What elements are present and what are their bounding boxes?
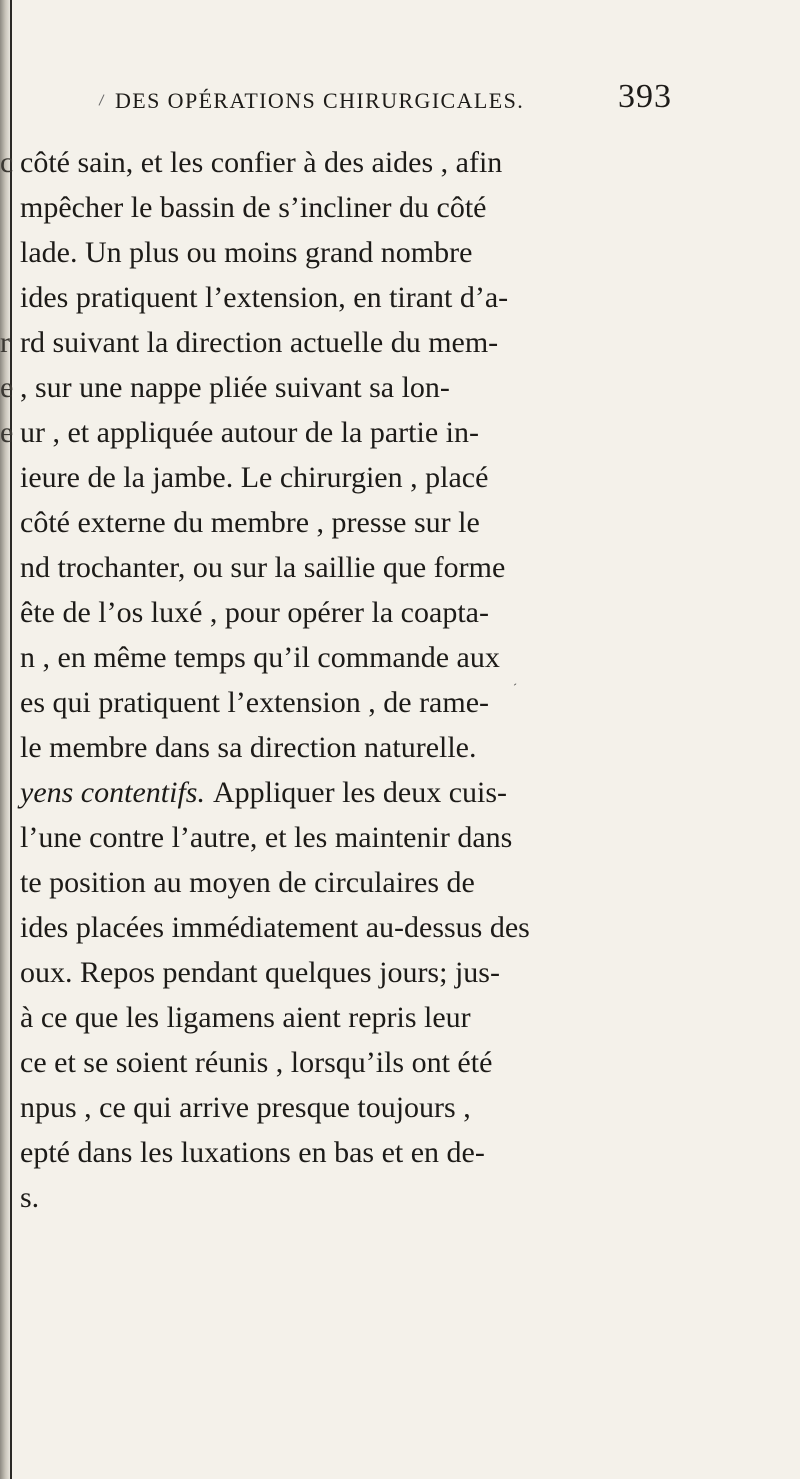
line-text: l’une contre l’autre, et les maintenir dans bbox=[20, 821, 513, 854]
text-line bbox=[0, 547, 800, 589]
text-line bbox=[0, 1132, 800, 1174]
text-line bbox=[0, 232, 800, 274]
line-text: , sur une nappe pliée suivant sa lon- bbox=[20, 371, 450, 404]
line-text: côté sain, et les confier à des aides , afin bbox=[20, 146, 503, 179]
line-fragment: e bbox=[0, 371, 14, 404]
line-fragment: e bbox=[0, 416, 14, 449]
line-text: nd trochanter, ou sur la saillie que forme bbox=[20, 551, 506, 584]
line-text: npus , ce qui arrive presque toujours , bbox=[20, 1091, 471, 1124]
line-text: rd suivant la direction actuelle du mem- bbox=[20, 326, 499, 359]
text-line bbox=[0, 322, 800, 364]
text-line bbox=[0, 277, 800, 319]
line-text: ides placées immédiatement au-dessus des bbox=[20, 911, 530, 944]
text-line bbox=[0, 727, 800, 769]
line-text: lade. Un plus ou moins grand nombre bbox=[20, 236, 473, 269]
line-text: oux. Repos pendant quelques jours; jus- bbox=[20, 956, 500, 989]
text-line bbox=[0, 682, 800, 724]
page-number: 393 bbox=[618, 78, 672, 115]
line-text: ce et se soient réunis , lorsqu’ils ont été bbox=[20, 1046, 493, 1079]
text-line bbox=[0, 367, 800, 409]
text-line bbox=[0, 952, 800, 994]
print-accent-mark: ˊ bbox=[513, 681, 517, 695]
line-text: ides pratiquent l’extension, en tirant d’a- bbox=[20, 281, 509, 314]
text-line bbox=[0, 592, 800, 634]
line-italic-text: yens contentifs. bbox=[20, 776, 205, 809]
line-text: n , en même temps qu’il commande aux bbox=[20, 641, 500, 674]
text-line bbox=[0, 637, 800, 679]
line-text: Appliquer les deux cuis- bbox=[212, 776, 508, 809]
text-line bbox=[0, 862, 800, 904]
line-text: s. bbox=[20, 1181, 40, 1214]
text-line bbox=[0, 1087, 800, 1129]
text-line bbox=[0, 502, 800, 544]
text-line bbox=[0, 772, 800, 814]
line-text: côté externe du membre , presse sur le bbox=[20, 506, 480, 539]
line-text: le membre dans sa direction naturelle. bbox=[20, 731, 477, 764]
header-mark bbox=[99, 94, 105, 105]
text-line bbox=[0, 817, 800, 859]
running-header bbox=[105, 78, 680, 118]
line-text: ieure de la jambe. Le chirurgien , placé bbox=[20, 461, 489, 494]
line-fragment: c bbox=[0, 146, 14, 179]
line-fragment: r bbox=[0, 326, 10, 359]
text-line bbox=[0, 412, 800, 454]
text-line bbox=[0, 907, 800, 949]
line-text: es qui pratiquent l’extension , de rame- bbox=[20, 686, 490, 719]
text-line bbox=[0, 1042, 800, 1084]
line-text: ête de l’os luxé , pour opérer la coapta- bbox=[20, 596, 489, 629]
line-text: mpêcher le bassin de s’incliner du côté bbox=[20, 191, 487, 224]
line-text: te position au moyen de circulaires de bbox=[20, 866, 475, 899]
text-line bbox=[0, 187, 800, 229]
text-line bbox=[0, 457, 800, 499]
line-text: ur , et appliquée autour de la partie in- bbox=[20, 416, 479, 449]
running-title: DES OPÉRATIONS CHIRURGICALES. bbox=[115, 88, 525, 113]
text-line bbox=[0, 997, 800, 1039]
line-text: à ce que les ligamens aient repris leur bbox=[20, 1001, 471, 1034]
text-line bbox=[0, 142, 800, 184]
line-text: epté dans les luxations en bas et en de- bbox=[20, 1136, 485, 1169]
text-line bbox=[0, 1177, 800, 1219]
